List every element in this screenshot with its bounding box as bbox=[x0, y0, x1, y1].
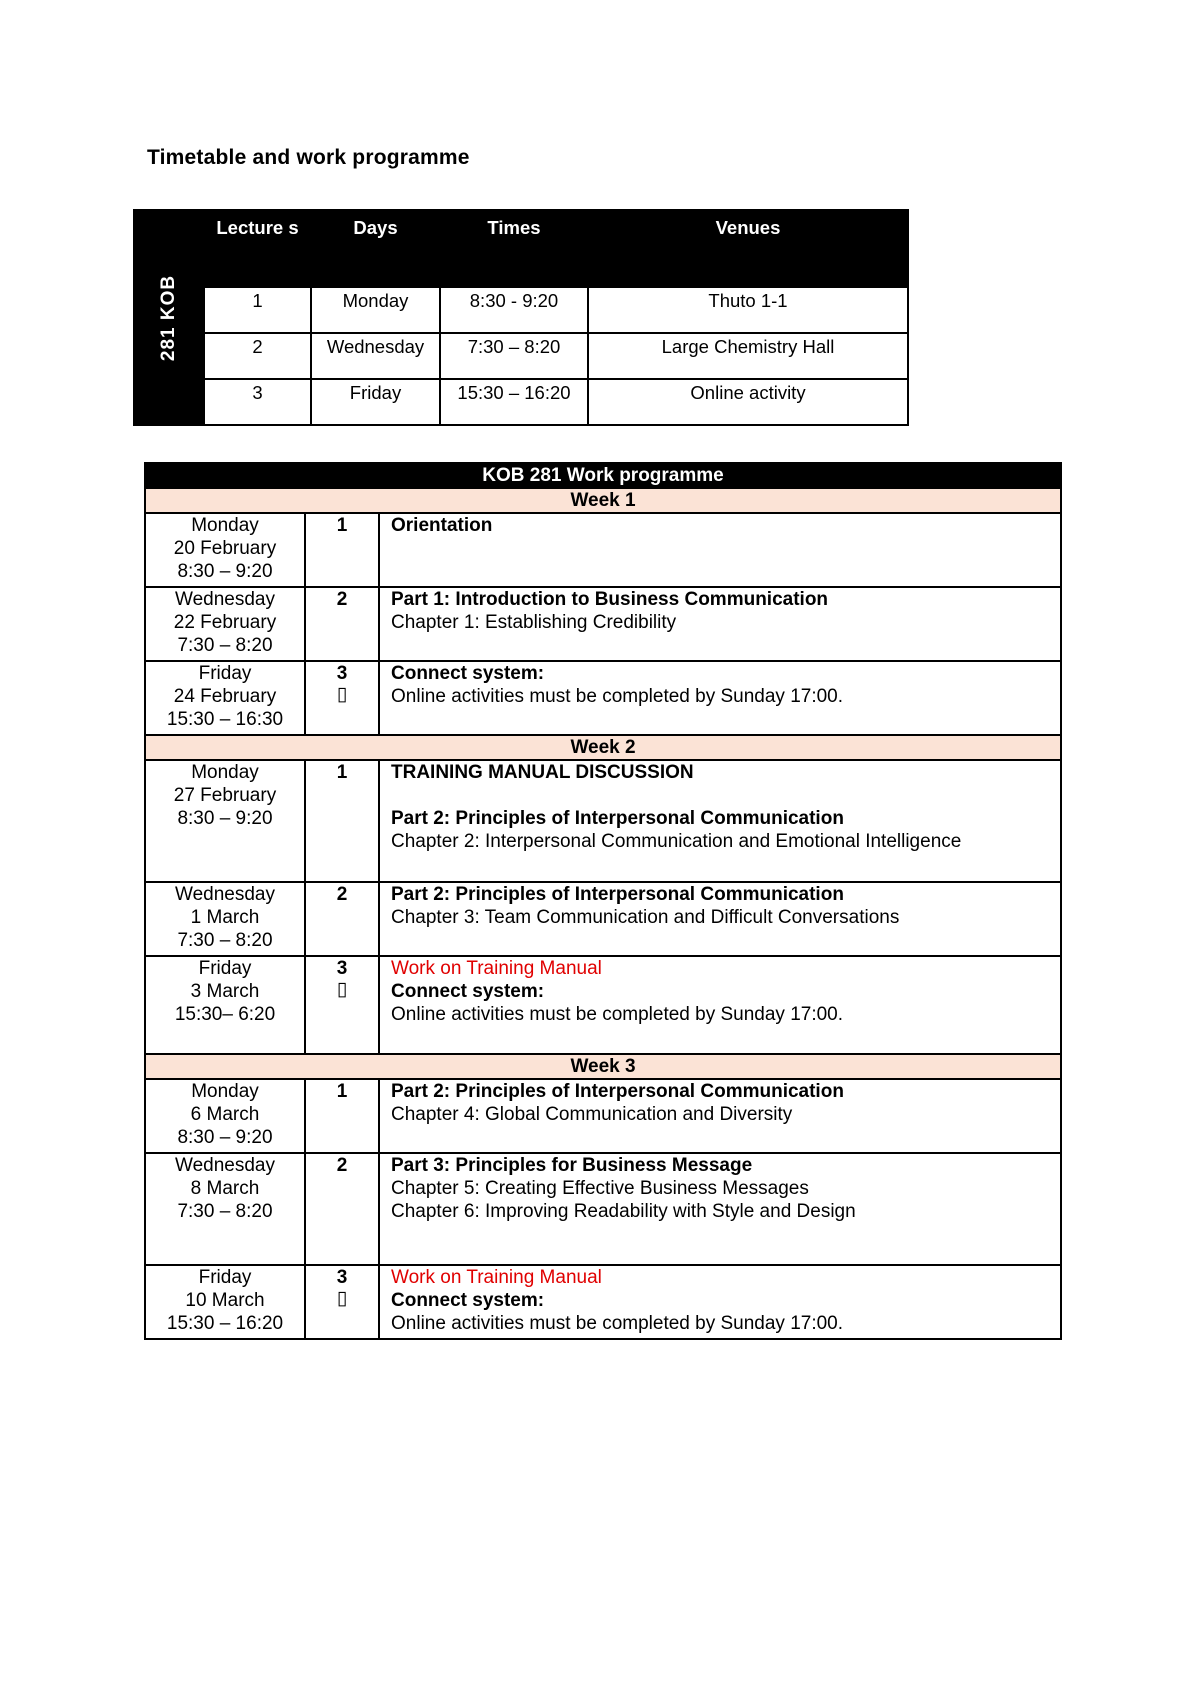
session-number: 1 bbox=[336, 515, 348, 536]
session-day: Wednesday bbox=[175, 1155, 275, 1176]
session-number-cell bbox=[305, 661, 379, 735]
session-row bbox=[145, 956, 1061, 1054]
session-heading: Part 1: Introduction to Business Communication bbox=[391, 589, 829, 610]
session-content bbox=[379, 1153, 1061, 1265]
session-date-text: 22 February bbox=[173, 612, 277, 633]
session-time: 15:30– 6:20 bbox=[174, 1004, 276, 1025]
session-time: 15:30 – 16:20 bbox=[166, 1313, 284, 1334]
session-row bbox=[145, 587, 1061, 661]
course-side-label bbox=[134, 210, 204, 425]
session-time: 15:30 – 16:30 bbox=[166, 709, 284, 730]
session-content bbox=[379, 882, 1061, 956]
lecture-time: 8:30 - 9:20 bbox=[440, 287, 588, 333]
header-lectures: Lecture s bbox=[204, 210, 311, 287]
session-number: 1 bbox=[336, 1081, 348, 1102]
session-content bbox=[379, 513, 1061, 587]
session-number-cell bbox=[305, 760, 379, 882]
session-number-cell bbox=[305, 1265, 379, 1339]
week-label: Week 3 bbox=[145, 1054, 1061, 1079]
session-date bbox=[145, 1265, 305, 1339]
session-heading: Orientation bbox=[391, 515, 493, 536]
session-detail: Online activities must be completed by Sunday 17:00. bbox=[391, 686, 844, 707]
lecture-time: 15:30 – 16:20 bbox=[440, 379, 588, 425]
session-day: Friday bbox=[198, 1267, 252, 1288]
session-time: 8:30 – 9:20 bbox=[177, 808, 273, 829]
session-number: 1 bbox=[336, 762, 348, 783]
session-number-cell bbox=[305, 513, 379, 587]
session-date-text: 24 February bbox=[173, 686, 277, 707]
session-day: Friday bbox=[198, 663, 252, 684]
session-date-text: 1 March bbox=[190, 907, 260, 928]
session-number: 2 bbox=[336, 1155, 348, 1176]
session-number-cell bbox=[305, 1079, 379, 1153]
timetable bbox=[133, 209, 909, 426]
lecture-number: 1 bbox=[204, 287, 311, 333]
page-title: Timetable and work programme bbox=[147, 146, 470, 169]
week-label: Week 1 bbox=[145, 488, 1061, 513]
session-number: 3 bbox=[336, 1267, 348, 1288]
session-time: 8:30 – 9:20 bbox=[177, 561, 273, 582]
placeholder-box-icon: ▯ bbox=[336, 1288, 348, 1309]
work-programme-title: KOB 281 Work programme bbox=[145, 463, 1061, 488]
session-day: Monday bbox=[191, 762, 259, 783]
session-date bbox=[145, 882, 305, 956]
lecture-day: Friday bbox=[311, 379, 440, 425]
session-heading: Connect system: bbox=[391, 663, 545, 684]
session-heading: Part 2: Principles of Interpersonal Communication bbox=[391, 1081, 844, 1102]
session-date bbox=[145, 661, 305, 735]
session-date-text: 6 March bbox=[190, 1104, 260, 1125]
spacer bbox=[391, 784, 1060, 807]
session-content bbox=[379, 956, 1061, 1054]
session-date bbox=[145, 956, 305, 1054]
session-detail: Online activities must be completed by Sunday 17:00. bbox=[391, 1313, 844, 1334]
session-number-cell bbox=[305, 587, 379, 661]
placeholder-box-icon: ▯ bbox=[336, 979, 348, 1000]
session-day: Wednesday bbox=[175, 589, 275, 610]
lecture-time: 7:30 – 8:20 bbox=[440, 333, 588, 379]
header-days: Days bbox=[311, 210, 440, 287]
session-detail: Chapter 6: Improving Readability with Style and Design bbox=[391, 1201, 856, 1222]
session-date bbox=[145, 1153, 305, 1265]
session-content bbox=[379, 1265, 1061, 1339]
session-content bbox=[379, 1079, 1061, 1153]
session-detail: Chapter 2: Interpersonal Communication and Emotional Intelligence bbox=[391, 831, 962, 852]
course-code-vertical: 281 KOB bbox=[158, 274, 179, 361]
session-heading: Part 2: Principles of Interpersonal Communication bbox=[391, 884, 844, 905]
session-content bbox=[379, 587, 1061, 661]
session-date bbox=[145, 513, 305, 587]
session-number-cell bbox=[305, 1153, 379, 1265]
session-number: 2 bbox=[336, 884, 348, 905]
session-detail: Online activities must be completed by Sunday 17:00. bbox=[391, 1004, 844, 1025]
timetable-row bbox=[134, 333, 908, 379]
lecture-venue: Large Chemistry Hall bbox=[588, 333, 908, 379]
session-day: Monday bbox=[191, 515, 259, 536]
session-row bbox=[145, 513, 1061, 587]
header-times: Times bbox=[440, 210, 588, 287]
session-row bbox=[145, 760, 1061, 882]
session-heading: Connect system: bbox=[391, 981, 545, 1002]
session-date bbox=[145, 587, 305, 661]
session-detail: Chapter 3: Team Communication and Difficult Conversations bbox=[391, 907, 900, 928]
session-date-text: 10 March bbox=[185, 1290, 265, 1311]
work-programme-table bbox=[144, 462, 1062, 1340]
timetable-row bbox=[134, 379, 908, 425]
lecture-day: Wednesday bbox=[311, 333, 440, 379]
session-heading: Part 2: Principles of Interpersonal Communication bbox=[391, 808, 844, 829]
session-detail: Chapter 4: Global Communication and Diversity bbox=[391, 1104, 793, 1125]
session-time: 8:30 – 9:20 bbox=[177, 1127, 273, 1148]
session-number: 3 bbox=[336, 958, 348, 979]
session-row bbox=[145, 1265, 1061, 1339]
session-row bbox=[145, 661, 1061, 735]
session-day: Friday bbox=[198, 958, 252, 979]
session-number-cell bbox=[305, 956, 379, 1054]
session-row bbox=[145, 882, 1061, 956]
lecture-venue: Thuto 1-1 bbox=[588, 287, 908, 333]
session-detail: Chapter 1: Establishing Credibility bbox=[391, 612, 677, 633]
session-number: 3 bbox=[336, 663, 348, 684]
session-date-text: 8 March bbox=[190, 1178, 260, 1199]
session-date bbox=[145, 760, 305, 882]
session-heading: Part 3: Principles for Business Message bbox=[391, 1155, 753, 1176]
session-detail: Chapter 5: Creating Effective Business Messages bbox=[391, 1178, 809, 1199]
week-label: Week 2 bbox=[145, 735, 1061, 760]
session-time: 7:30 – 8:20 bbox=[177, 1201, 273, 1222]
training-manual-note: Work on Training Manual bbox=[391, 1267, 602, 1288]
session-row bbox=[145, 1079, 1061, 1153]
session-date-text: 27 February bbox=[173, 785, 277, 806]
lecture-number: 2 bbox=[204, 333, 311, 379]
lecture-venue: Online activity bbox=[588, 379, 908, 425]
session-heading: Connect system: bbox=[391, 1290, 545, 1311]
session-day: Wednesday bbox=[175, 884, 275, 905]
session-date bbox=[145, 1079, 305, 1153]
session-date-text: 3 March bbox=[190, 981, 260, 1002]
header-venues: Venues bbox=[588, 210, 908, 287]
training-manual-note: Work on Training Manual bbox=[391, 958, 602, 979]
session-day: Monday bbox=[191, 1081, 259, 1102]
placeholder-box-icon: ▯ bbox=[336, 684, 348, 705]
session-content bbox=[379, 760, 1061, 882]
lecture-number: 3 bbox=[204, 379, 311, 425]
session-time: 7:30 – 8:20 bbox=[177, 635, 273, 656]
session-content bbox=[379, 661, 1061, 735]
lecture-day: Monday bbox=[311, 287, 440, 333]
session-date-text: 20 February bbox=[173, 538, 277, 559]
timetable-row bbox=[134, 287, 908, 333]
session-time: 7:30 – 8:20 bbox=[177, 930, 273, 951]
session-number-cell bbox=[305, 882, 379, 956]
session-row bbox=[145, 1153, 1061, 1265]
session-heading: TRAINING MANUAL DISCUSSION bbox=[391, 762, 694, 783]
session-number: 2 bbox=[336, 589, 348, 610]
